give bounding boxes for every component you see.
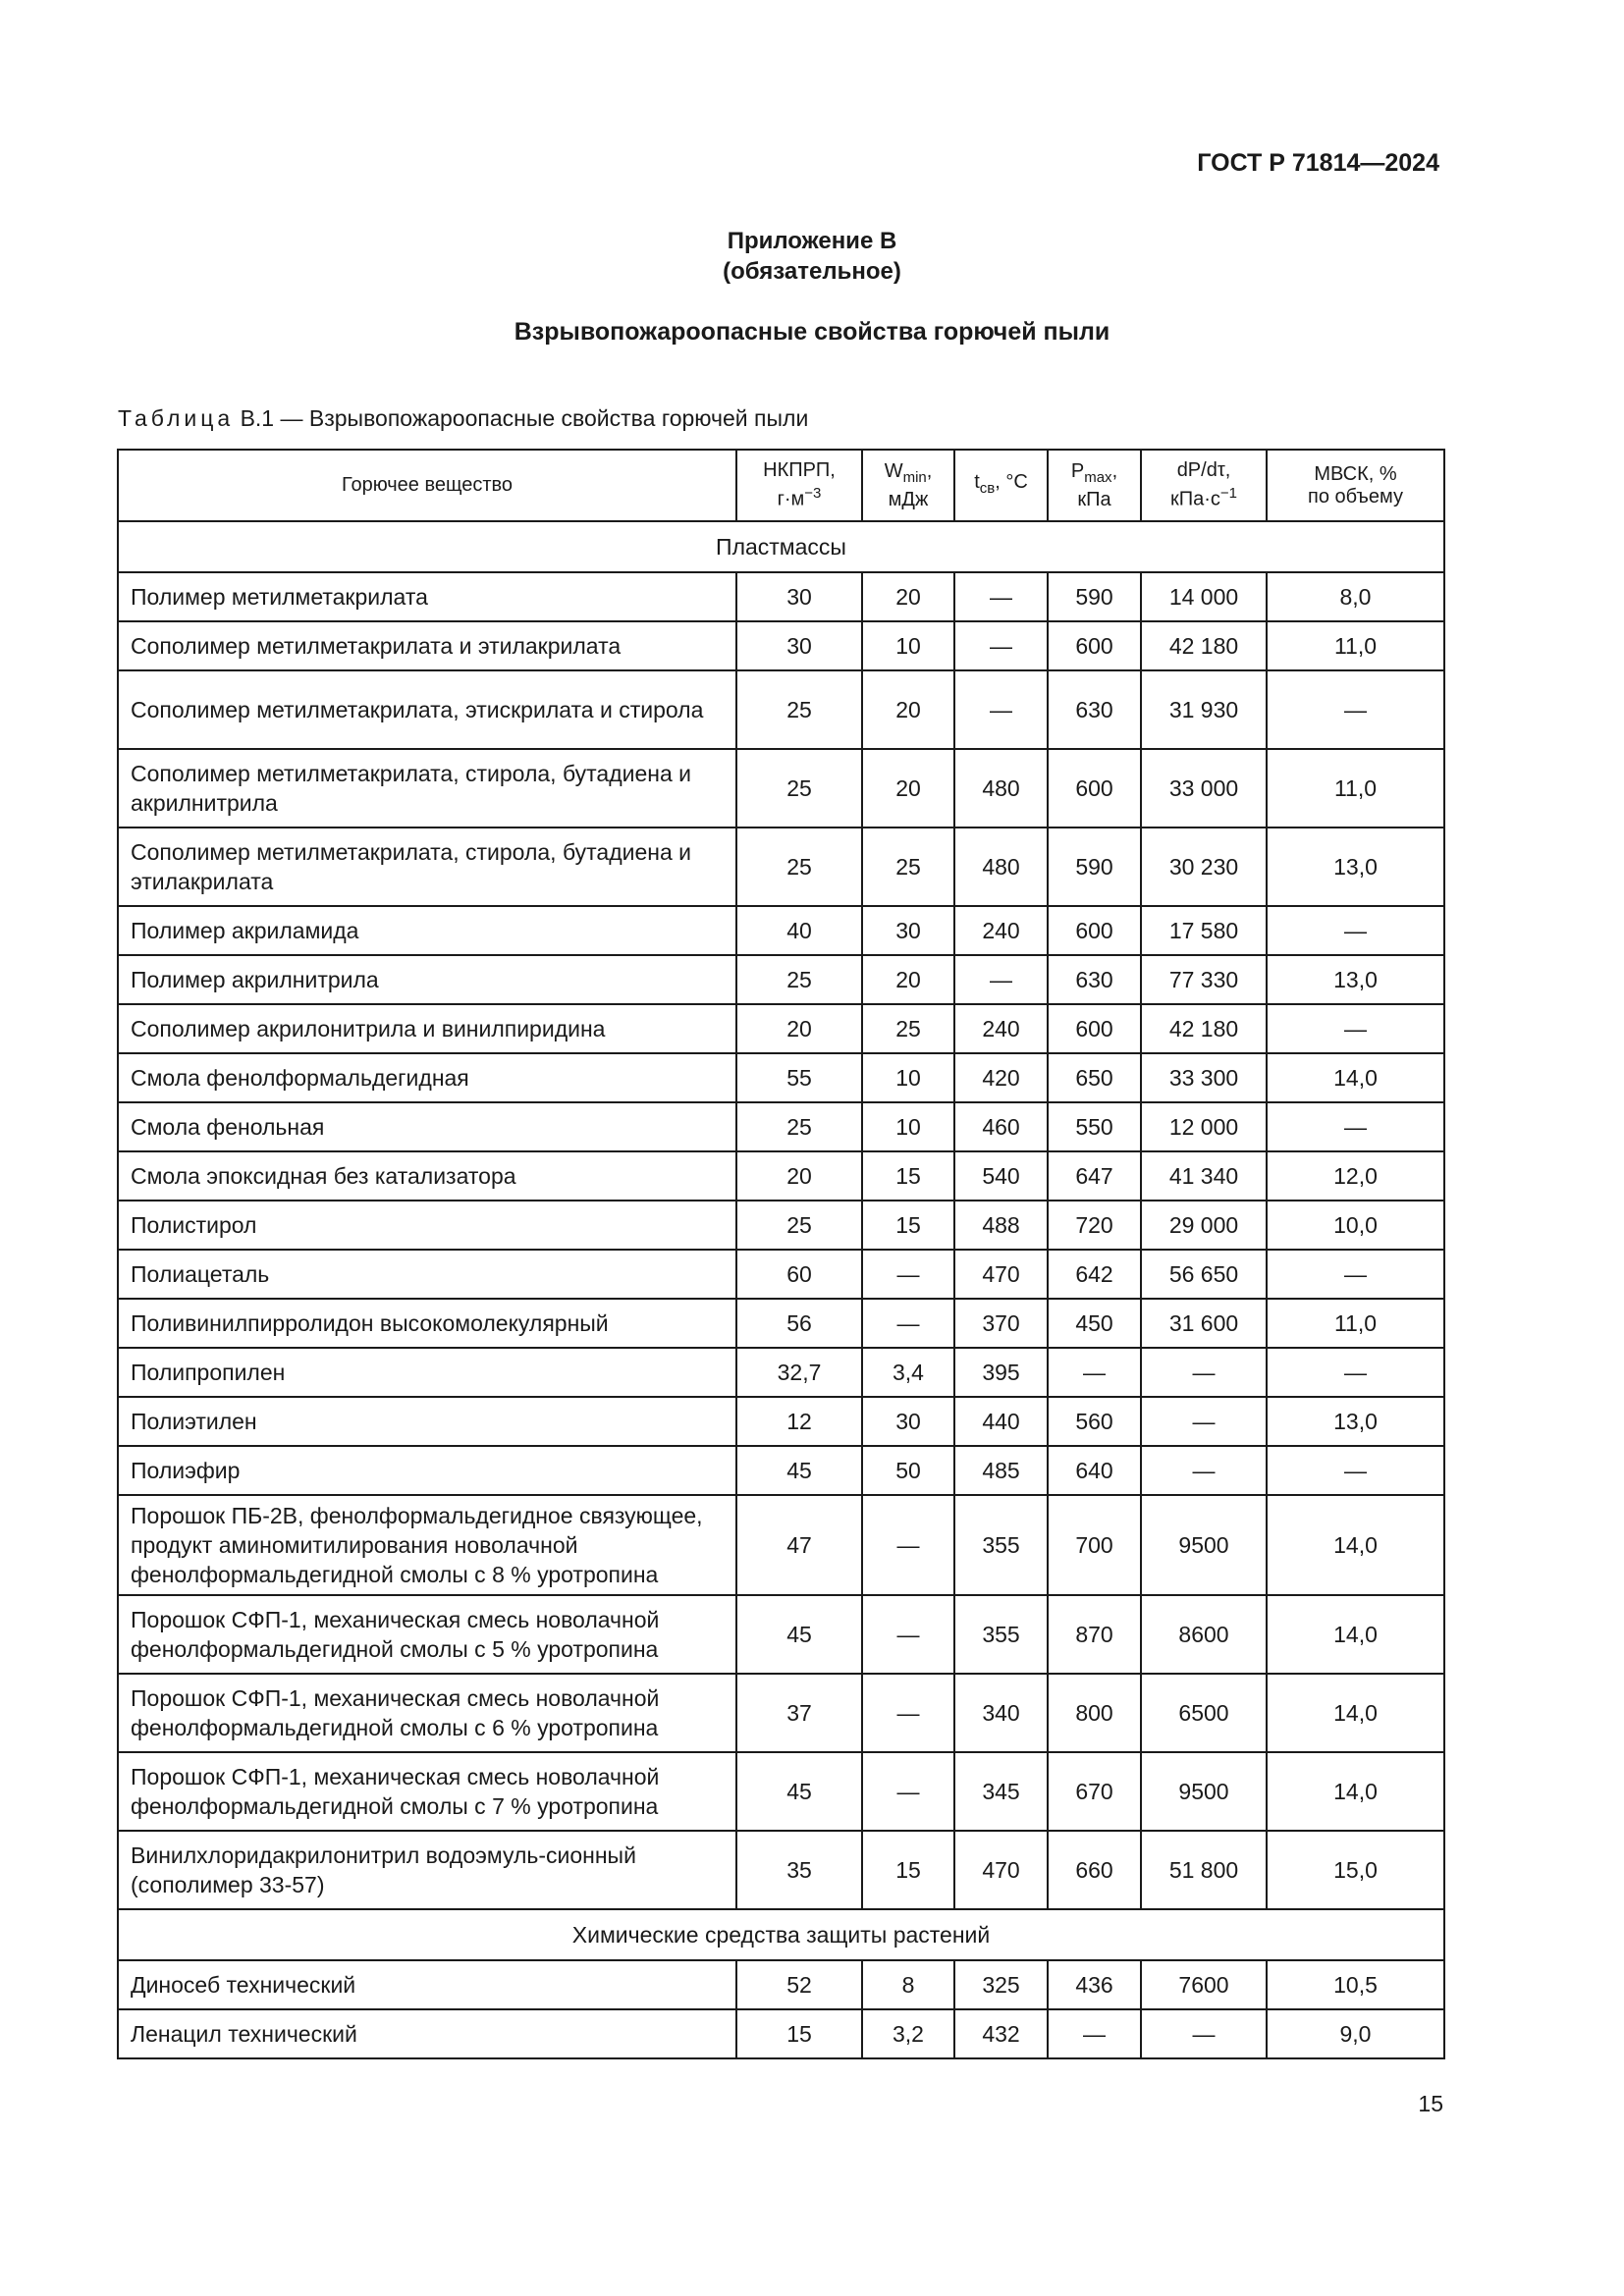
cell-wmin: — <box>862 1595 954 1674</box>
cell-nkprp: 30 <box>736 621 862 670</box>
cell-nkprp: 32,7 <box>736 1348 862 1397</box>
cell-wmin: 20 <box>862 572 954 621</box>
cell-pmax: 870 <box>1048 1595 1141 1674</box>
cell-nkprp: 37 <box>736 1674 862 1752</box>
cell-pmax: 436 <box>1048 1960 1141 2009</box>
cell-tsv: 470 <box>954 1831 1048 1909</box>
cell-dpdt: 33 000 <box>1141 749 1267 828</box>
table-row <box>118 1595 1444 1674</box>
cell-nkprp: 45 <box>736 1595 862 1674</box>
substance-name: Винилхлоридакрилонитрил водоэмуль-сионный (сополимер 33-57) <box>118 1831 736 1909</box>
appendix-title: Приложение В <box>727 228 897 254</box>
cell-dpdt: 31 600 <box>1141 1299 1267 1348</box>
cell-dpdt: 6500 <box>1141 1674 1267 1752</box>
cell-nkprp: 15 <box>736 2009 862 2058</box>
cell-pmax: 600 <box>1048 906 1141 955</box>
cell-tsv: — <box>954 572 1048 621</box>
cell-wmin: 20 <box>862 749 954 828</box>
section-title: Пластмассы <box>118 521 1444 572</box>
cell-wmin: 3,2 <box>862 2009 954 2058</box>
column-header-mvsk: МВСК, % по объему <box>1267 450 1444 521</box>
cell-dpdt: — <box>1141 1446 1267 1495</box>
cell-nkprp: 20 <box>736 1151 862 1201</box>
cell-mvsk: 11,0 <box>1267 1299 1444 1348</box>
table-header-row <box>118 450 1444 521</box>
cell-mvsk: — <box>1267 1250 1444 1299</box>
cell-dpdt: 9500 <box>1141 1495 1267 1595</box>
cell-wmin: 10 <box>862 1053 954 1102</box>
cell-dpdt: 30 230 <box>1141 828 1267 906</box>
substance-name: Полипропилен <box>118 1348 736 1397</box>
cell-dpdt: 42 180 <box>1141 1004 1267 1053</box>
cell-nkprp: 30 <box>736 572 862 621</box>
cell-tsv: 460 <box>954 1102 1048 1151</box>
cell-mvsk: 13,0 <box>1267 955 1444 1004</box>
table-row <box>118 621 1444 670</box>
cell-nkprp: 25 <box>736 1201 862 1250</box>
cell-nkprp: 60 <box>736 1250 862 1299</box>
cell-dpdt: 41 340 <box>1141 1151 1267 1201</box>
cell-dpdt: 14 000 <box>1141 572 1267 621</box>
cell-pmax: — <box>1048 1348 1141 1397</box>
cell-dpdt: 51 800 <box>1141 1831 1267 1909</box>
cell-tsv: 540 <box>954 1151 1048 1201</box>
cell-pmax: 720 <box>1048 1201 1141 1250</box>
cell-mvsk: 15,0 <box>1267 1831 1444 1909</box>
table-row <box>118 828 1444 906</box>
cell-mvsk: 14,0 <box>1267 1752 1444 1831</box>
cell-wmin: 30 <box>862 1397 954 1446</box>
cell-pmax: 700 <box>1048 1495 1141 1595</box>
cell-mvsk: 14,0 <box>1267 1495 1444 1595</box>
cell-mvsk: 13,0 <box>1267 828 1444 906</box>
cell-dpdt: 33 300 <box>1141 1053 1267 1102</box>
cell-mvsk: — <box>1267 1004 1444 1053</box>
cell-tsv: 345 <box>954 1752 1048 1831</box>
cell-wmin: 3,4 <box>862 1348 954 1397</box>
section-title: Химические средства защиты растений <box>118 1909 1444 1960</box>
cell-pmax: 630 <box>1048 670 1141 749</box>
table-row <box>118 1102 1444 1151</box>
substance-name: Полимер акриламида <box>118 906 736 955</box>
table-row <box>118 1053 1444 1102</box>
cell-pmax: 600 <box>1048 621 1141 670</box>
cell-dpdt: 77 330 <box>1141 955 1267 1004</box>
cell-dpdt: 29 000 <box>1141 1201 1267 1250</box>
cell-nkprp: 25 <box>736 828 862 906</box>
document-title: Взрывопожароопасные свойства горючей пыли <box>514 318 1110 346</box>
table-row <box>118 1960 1444 2009</box>
cell-wmin: 15 <box>862 1831 954 1909</box>
cell-wmin: 10 <box>862 621 954 670</box>
substance-name: Диносеб технический <box>118 1960 736 2009</box>
cell-mvsk: 13,0 <box>1267 1397 1444 1446</box>
cell-nkprp: 25 <box>736 670 862 749</box>
table-row <box>118 1495 1444 1595</box>
cell-wmin: 50 <box>862 1446 954 1495</box>
cell-pmax: 670 <box>1048 1752 1141 1831</box>
table-caption-label: Таблица <box>118 405 235 431</box>
column-header-tsv: $t_{св}$, °С <box>954 450 1048 521</box>
substance-name: Полиэфир <box>118 1446 736 1495</box>
cell-wmin: — <box>862 1495 954 1595</box>
substance-name: Полистирол <box>118 1201 736 1250</box>
cell-pmax: 550 <box>1048 1102 1141 1151</box>
cell-pmax: — <box>1048 2009 1141 2058</box>
cell-tsv: 355 <box>954 1495 1048 1595</box>
cell-tsv: 370 <box>954 1299 1048 1348</box>
appendix-status: (обязательное) <box>723 258 901 285</box>
table-caption <box>118 405 808 432</box>
cell-tsv: 485 <box>954 1446 1048 1495</box>
cell-tsv: 440 <box>954 1397 1048 1446</box>
cell-tsv: 432 <box>954 2009 1048 2058</box>
substance-name: Полиацеталь <box>118 1250 736 1299</box>
table-caption-text: В.1 — Взрывопожароопасные свойства горючей пыли <box>234 405 809 431</box>
cell-pmax: 650 <box>1048 1053 1141 1102</box>
cell-tsv: 488 <box>954 1201 1048 1250</box>
cell-wmin: — <box>862 1752 954 1831</box>
cell-pmax: 642 <box>1048 1250 1141 1299</box>
cell-mvsk: 8,0 <box>1267 572 1444 621</box>
cell-dpdt: 9500 <box>1141 1752 1267 1831</box>
cell-wmin: 25 <box>862 828 954 906</box>
column-header-substance: Горючее вещество <box>118 450 736 521</box>
cell-nkprp: 40 <box>736 906 862 955</box>
table-body <box>118 521 1444 2058</box>
cell-tsv: 240 <box>954 1004 1048 1053</box>
section-row <box>118 521 1444 572</box>
table-row <box>118 670 1444 749</box>
table-row <box>118 906 1444 955</box>
substance-name: Полимер метилметакрилата <box>118 572 736 621</box>
cell-mvsk: 9,0 <box>1267 2009 1444 2058</box>
cell-tsv: 480 <box>954 749 1048 828</box>
substance-name: Порошок СФП-1, механическая смесь новолачной фенолформальдегидной смолы с 6 % уротропина <box>118 1674 736 1752</box>
substance-name: Сополимер метилметакрилата, стирола, бутадиена и акрилнитрила <box>118 749 736 828</box>
cell-nkprp: 45 <box>736 1752 862 1831</box>
cell-pmax: 660 <box>1048 1831 1141 1909</box>
cell-nkprp: 12 <box>736 1397 862 1446</box>
table-row <box>118 749 1444 828</box>
table-row <box>118 1397 1444 1446</box>
substance-name: Полимер акрилнитрила <box>118 955 736 1004</box>
cell-wmin: 8 <box>862 1960 954 2009</box>
cell-wmin: 20 <box>862 670 954 749</box>
cell-nkprp: 52 <box>736 1960 862 2009</box>
cell-mvsk: 11,0 <box>1267 749 1444 828</box>
cell-tsv: — <box>954 670 1048 749</box>
cell-dpdt: 12 000 <box>1141 1102 1267 1151</box>
table-row <box>118 1752 1444 1831</box>
table-row <box>118 572 1444 621</box>
substance-name: Сополимер метилметакрилата, стирола, бутадиена и этилакрилата <box>118 828 736 906</box>
cell-nkprp: 20 <box>736 1004 862 1053</box>
cell-tsv: 480 <box>954 828 1048 906</box>
table-row <box>118 955 1444 1004</box>
cell-mvsk: 10,0 <box>1267 1201 1444 1250</box>
cell-wmin: 10 <box>862 1102 954 1151</box>
cell-mvsk: 14,0 <box>1267 1674 1444 1752</box>
cell-nkprp: 56 <box>736 1299 862 1348</box>
cell-mvsk: 10,5 <box>1267 1960 1444 2009</box>
cell-dpdt: — <box>1141 2009 1267 2058</box>
dust-properties-table <box>117 449 1445 2059</box>
substance-name: Ленацил технический <box>118 2009 736 2058</box>
cell-tsv: 395 <box>954 1348 1048 1397</box>
column-header-wmin: $W_{min}$, мДж <box>862 450 954 521</box>
cell-wmin: — <box>862 1674 954 1752</box>
cell-dpdt: — <box>1141 1348 1267 1397</box>
cell-nkprp: 35 <box>736 1831 862 1909</box>
table-row <box>118 1250 1444 1299</box>
table-row <box>118 1201 1444 1250</box>
cell-mvsk: — <box>1267 1102 1444 1151</box>
cell-pmax: 800 <box>1048 1674 1141 1752</box>
substance-name: Смола фенольная <box>118 1102 736 1151</box>
substance-name: Сополимер акрилонитрила и винилпиридина <box>118 1004 736 1053</box>
cell-dpdt: 17 580 <box>1141 906 1267 955</box>
cell-dpdt: 8600 <box>1141 1595 1267 1674</box>
cell-dpdt: 42 180 <box>1141 621 1267 670</box>
cell-mvsk: — <box>1267 906 1444 955</box>
column-header-pmax: $P_{max}$, кПа <box>1048 450 1141 521</box>
page-number: 15 <box>1418 2091 1443 2116</box>
cell-tsv: — <box>954 955 1048 1004</box>
column-header-dpdt: dP/dτ, $кПа\cdot с^{-1}$ <box>1141 450 1267 521</box>
cell-pmax: 590 <box>1048 572 1141 621</box>
table-row <box>118 1151 1444 1201</box>
cell-tsv: 470 <box>954 1250 1048 1299</box>
cell-mvsk: — <box>1267 670 1444 749</box>
substance-name: Порошок СФП-1, механическая смесь новолачной фенолформальдегидной смолы с 7 % уротропина <box>118 1752 736 1831</box>
cell-pmax: 590 <box>1048 828 1141 906</box>
cell-mvsk: 14,0 <box>1267 1595 1444 1674</box>
cell-tsv: — <box>954 621 1048 670</box>
cell-wmin: — <box>862 1299 954 1348</box>
cell-tsv: 420 <box>954 1053 1048 1102</box>
table-row <box>118 1446 1444 1495</box>
cell-tsv: 240 <box>954 906 1048 955</box>
substance-name: Порошок ПБ-2В, фенолформальдегидное связующее, продукт аминомитилирования новолачной фенолформальдегидной смолы с 8 % уротропина <box>118 1495 736 1595</box>
cell-nkprp: 45 <box>736 1446 862 1495</box>
cell-pmax: 647 <box>1048 1151 1141 1201</box>
table-row <box>118 1004 1444 1053</box>
substance-name: Сополимер метилметакрилата, этискрилата и стирола <box>118 670 736 749</box>
cell-nkprp: 55 <box>736 1053 862 1102</box>
cell-tsv: 340 <box>954 1674 1048 1752</box>
table-row <box>118 1299 1444 1348</box>
cell-mvsk: — <box>1267 1348 1444 1397</box>
cell-nkprp: 25 <box>736 1102 862 1151</box>
cell-wmin: — <box>862 1250 954 1299</box>
substance-name: Порошок СФП-1, механическая смесь новолачной фенолформальдегидной смолы с 5 % уротропина <box>118 1595 736 1674</box>
cell-pmax: 640 <box>1048 1446 1141 1495</box>
cell-mvsk: 12,0 <box>1267 1151 1444 1201</box>
cell-tsv: 355 <box>954 1595 1048 1674</box>
cell-pmax: 600 <box>1048 749 1141 828</box>
table-row <box>118 1348 1444 1397</box>
appendix-heading <box>0 226 1624 287</box>
substance-name: Смола фенолформальдегидная <box>118 1053 736 1102</box>
section-row <box>118 1909 1444 1960</box>
cell-wmin: 30 <box>862 906 954 955</box>
cell-tsv: 325 <box>954 1960 1048 2009</box>
cell-wmin: 25 <box>862 1004 954 1053</box>
cell-wmin: 15 <box>862 1201 954 1250</box>
cell-dpdt: 56 650 <box>1141 1250 1267 1299</box>
substance-name: Сополимер метилметакрилата и этилакрилата <box>118 621 736 670</box>
table-row <box>118 1831 1444 1909</box>
cell-pmax: 560 <box>1048 1397 1141 1446</box>
cell-nkprp: 25 <box>736 749 862 828</box>
cell-mvsk: 11,0 <box>1267 621 1444 670</box>
cell-wmin: 20 <box>862 955 954 1004</box>
substance-name: Смола эпоксидная без катализатора <box>118 1151 736 1201</box>
column-header-nkprp: НКПРП, $г\cdot м^{-3}$ <box>736 450 862 521</box>
cell-pmax: 630 <box>1048 955 1141 1004</box>
cell-pmax: 450 <box>1048 1299 1141 1348</box>
table-row <box>118 2009 1444 2058</box>
substance-name: Полиэтилен <box>118 1397 736 1446</box>
standard-number: ГОСТ Р 71814—2024 <box>1197 149 1439 177</box>
cell-dpdt: 7600 <box>1141 1960 1267 2009</box>
cell-pmax: 600 <box>1048 1004 1141 1053</box>
cell-wmin: 15 <box>862 1151 954 1201</box>
cell-mvsk: — <box>1267 1446 1444 1495</box>
cell-dpdt: 31 930 <box>1141 670 1267 749</box>
cell-nkprp: 25 <box>736 955 862 1004</box>
cell-nkprp: 47 <box>736 1495 862 1595</box>
table-row <box>118 1674 1444 1752</box>
substance-name: Поливинилпирролидон высокомолекулярный <box>118 1299 736 1348</box>
cell-dpdt: — <box>1141 1397 1267 1446</box>
cell-mvsk: 14,0 <box>1267 1053 1444 1102</box>
